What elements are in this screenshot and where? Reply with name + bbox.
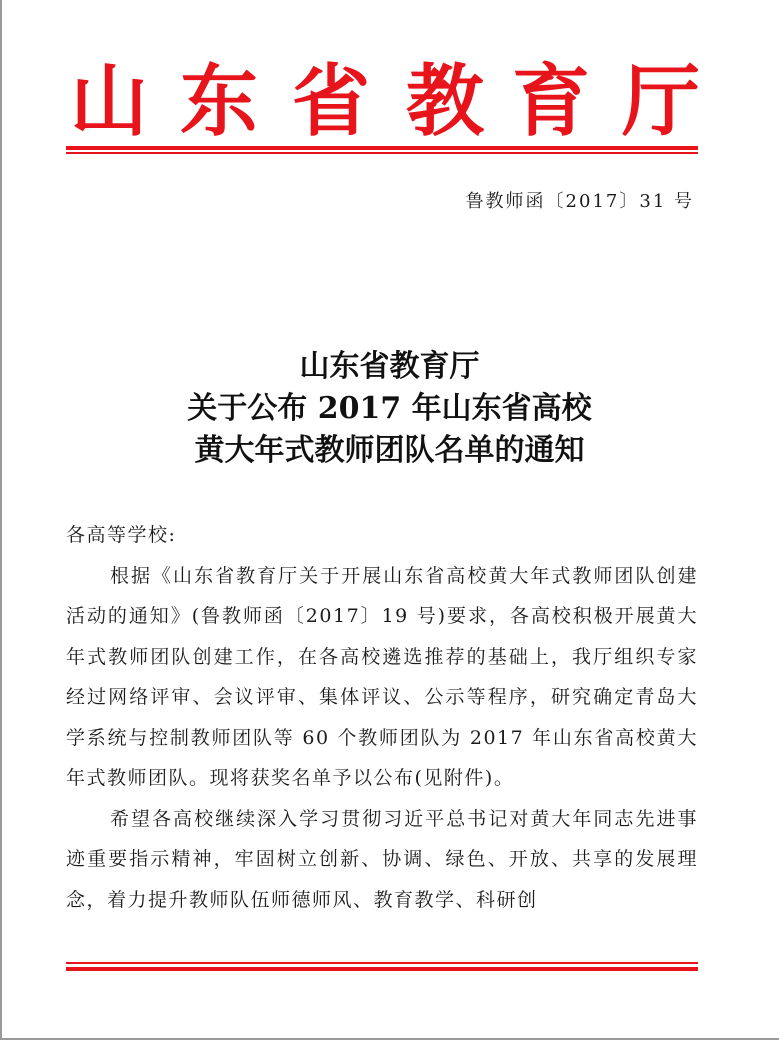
viewer-frame-left bbox=[0, 0, 2, 1040]
title-line-1: 山东省教育厅 bbox=[299, 349, 480, 384]
letterhead-rule-thin bbox=[66, 152, 698, 154]
document-body bbox=[66, 515, 698, 920]
document-number: 鲁教师函〔2017〕31 号 bbox=[465, 191, 694, 212]
title-line-2: 关于公布 2017 年山东省高校 bbox=[187, 391, 592, 426]
letterhead-char: 东 bbox=[180, 58, 259, 145]
letterhead-char: 厅 bbox=[622, 58, 701, 145]
body-paragraph-2: 希望各高校继续深入学习贯彻习近平总书记对黄大年同志先进事迹重要指示精神，牢固树立创新、协调、绿色、开放、共享的发展理念，着力提升教师队伍师德师风、教育教学、科研创 bbox=[66, 807, 698, 911]
letterhead-char: 山 bbox=[70, 58, 149, 145]
letterhead-rule-thick bbox=[66, 146, 698, 150]
body-paragraph-1: 根据《山东省教育厅关于开展山东省高校黄大年式教师团队创建活动的通知》(鲁教师函〔2017〕19 号)要求，各高校积极开展黄大年式教师团队创建工作，在各高校遴选推荐的基础上，我厅组织专家经过网络评审、会议评审、集体评议、公示等程序，研究确定青岛大学系统与控制教师团队等 60 个教师团队为 2017 年山东省高校黄大年式教师团队。现将获奖名单予以公布(见附件)。 bbox=[66, 564, 698, 789]
letterhead bbox=[66, 58, 701, 145]
letterhead-char: 教 bbox=[406, 58, 485, 145]
footer-rule-thick bbox=[66, 967, 698, 971]
title-line-3: 黄大年式教师团队名单的通知 bbox=[194, 433, 585, 468]
letterhead-char: 育 bbox=[512, 58, 591, 145]
letterhead-char: 省 bbox=[292, 58, 371, 145]
document-title bbox=[0, 346, 779, 472]
salutation: 各高等学校: bbox=[66, 524, 177, 546]
footer-rule-thin bbox=[66, 962, 698, 964]
